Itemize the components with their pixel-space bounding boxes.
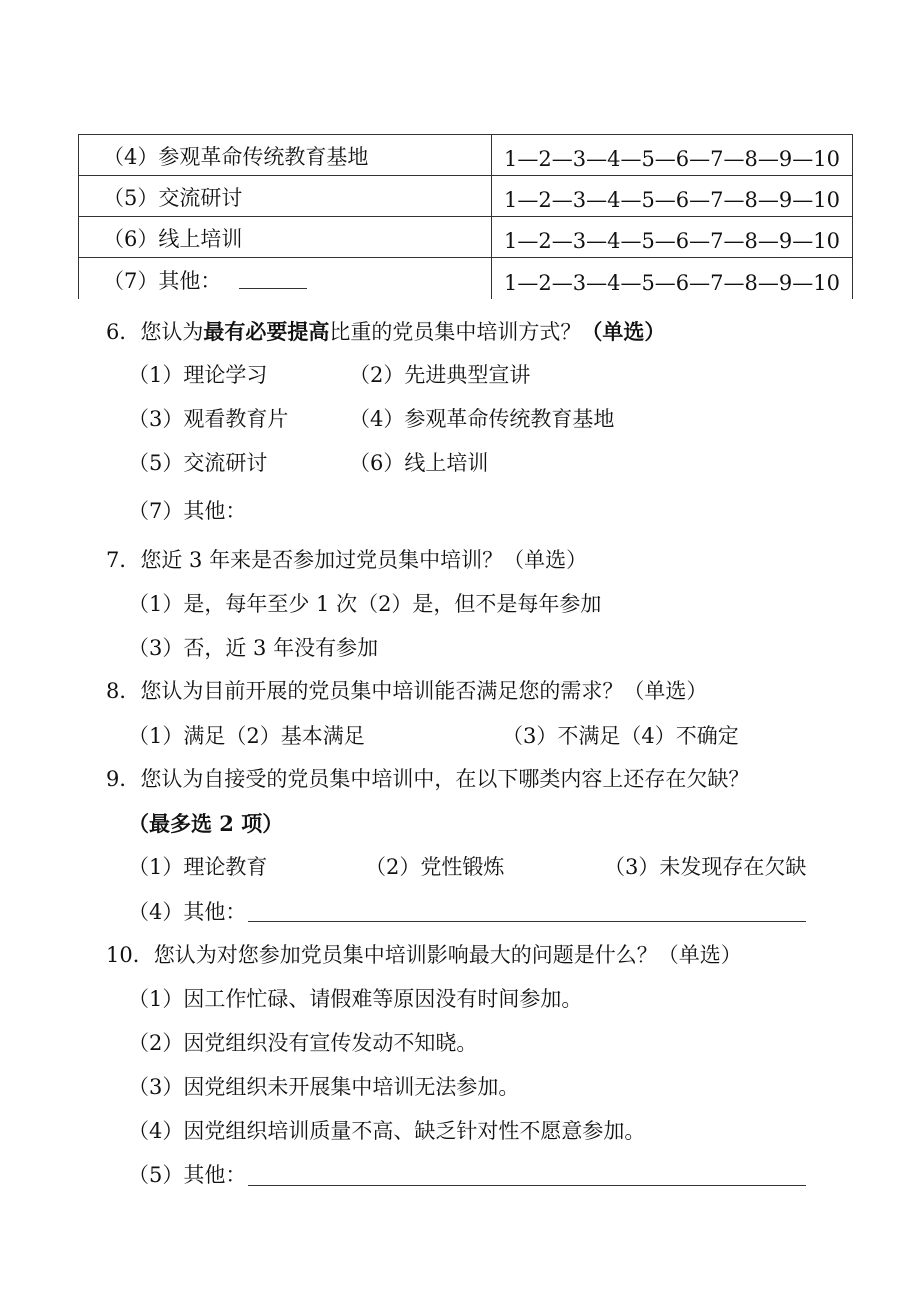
- option-item[interactable]: （3）不满足（4）不确定: [502, 724, 739, 748]
- option-item[interactable]: （3）未发现存在欠缺: [604, 855, 807, 879]
- question-7: 7．您近 3 年来是否参加过党员集中培训？（单选）: [106, 548, 588, 572]
- option-item[interactable]: （3）否，近 3 年没有参加: [128, 636, 379, 660]
- blank-line[interactable]: [239, 287, 307, 289]
- scale-cell: 1—2—3—4—5—6—7—8—9—10: [492, 176, 853, 217]
- question-10: 10．您认为对您参加党员集中培训影响最大的问题是什么？（单选）: [106, 943, 742, 967]
- question-emphasis: 最有必要提高: [203, 319, 330, 344]
- question-note: （最多选 2 项）: [128, 811, 284, 836]
- table-row: [79, 135, 853, 176]
- question-9: 9．您认为自接受的党员集中培训中，在以下哪类内容上还存在欠缺？: [106, 767, 750, 791]
- option-label: （7）其他：: [103, 268, 222, 293]
- scale-cell: 1—2—3—4—5—6—7—8—9—10: [492, 258, 853, 299]
- table-row: [79, 258, 853, 299]
- other-blank-line[interactable]: [248, 1185, 806, 1186]
- question-text: 6．您认为: [106, 320, 204, 344]
- option-item[interactable]: （4）参观革命传统教育基地: [349, 407, 615, 431]
- option-item[interactable]: （4）因党组织培训质量不高、缺乏针对性不愿意参加。: [128, 1119, 646, 1143]
- option-item[interactable]: （2）因党组织没有宣传发动不知晓。: [128, 1031, 478, 1055]
- option-item[interactable]: （1）因工作忙碌、请假难等原因没有时间参加。: [128, 987, 583, 1011]
- question-text: 比重的党员集中培训方式？: [329, 320, 582, 344]
- question-8: 8．您认为目前开展的党员集中培训能否满足您的需求？（单选）: [106, 679, 708, 703]
- option-item[interactable]: （5）其他：: [128, 1163, 247, 1187]
- scale-cell: 1—2—3—4—5—6—7—8—9—10: [492, 135, 853, 176]
- option-item[interactable]: （6）线上培训: [349, 451, 489, 475]
- option-cell: （6）线上培训: [79, 217, 492, 258]
- option-item[interactable]: （3）因党组织未开展集中培训无法参加。: [128, 1075, 520, 1099]
- option-item[interactable]: （1）理论学习: [128, 363, 268, 387]
- option-item[interactable]: （3）观看教育片: [128, 407, 289, 431]
- option-cell: （4）参观革命传统教育基地: [79, 135, 492, 176]
- option-item[interactable]: （2）先进典型宣讲: [349, 363, 531, 387]
- other-blank-line[interactable]: [248, 921, 806, 922]
- option-item[interactable]: （7）其他：: [128, 499, 247, 523]
- option-item[interactable]: （1）是，每年至少 1 次（2）是，但不是每年参加: [128, 592, 602, 616]
- question-6: [106, 321, 665, 343]
- scale-cell: 1—2—3—4—5—6—7—8—9—10: [492, 217, 853, 258]
- option-item[interactable]: （2）党性锻炼: [365, 855, 505, 879]
- option-cell: （5）交流研讨: [79, 176, 492, 217]
- table-row: [79, 217, 853, 258]
- rating-table: [78, 134, 853, 299]
- question-note: （单选）: [581, 319, 666, 344]
- option-item[interactable]: （1）满足（2）基本满足: [128, 724, 365, 748]
- option-item[interactable]: （1）理论教育: [128, 855, 268, 879]
- table-row: [79, 176, 853, 217]
- option-cell: [79, 258, 492, 299]
- option-item[interactable]: （5）交流研讨: [128, 451, 268, 475]
- option-item[interactable]: （4）其他：: [128, 900, 247, 924]
